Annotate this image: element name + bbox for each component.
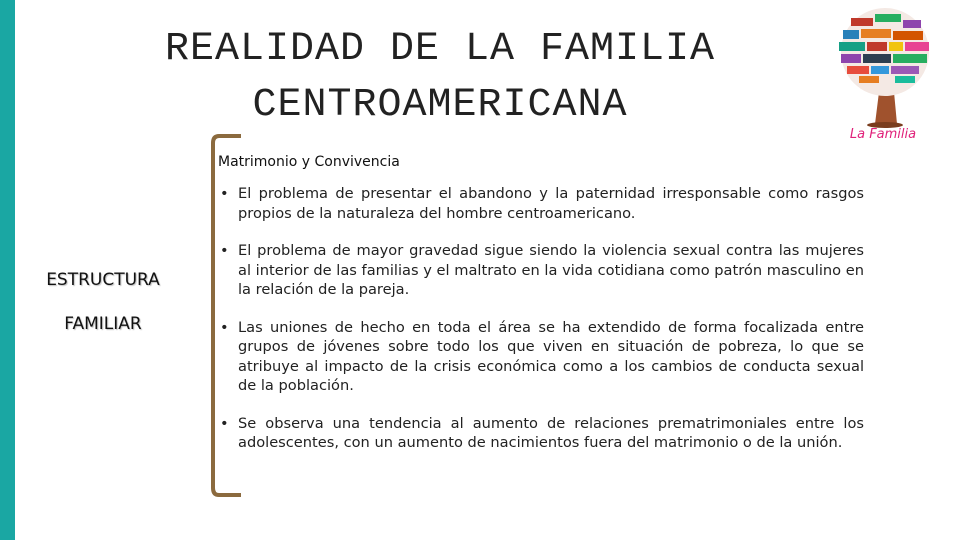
bullet-text: El problema de mayor gravedad sigue siendo la violencia sexual contra las mujeres al interior de las familias y el maltrato en la vida cotidiana como patrón masculino en la relación de la pareja. xyxy=(238,242,864,298)
bullet-text: Se observa una tendencia al aumento de relaciones prematrimoniales entre los adolescentes, con un aumento de nacimientos fuera del matrimonio o de la unión. xyxy=(238,414,864,451)
bullet-icon: • xyxy=(220,414,229,432)
bullet-icon: • xyxy=(220,185,229,202)
section-heading: Matrimonio y Convivencia xyxy=(218,154,400,170)
title-line-1: REALIDAD DE LA FAMILIA xyxy=(164,27,716,72)
bullet-item xyxy=(220,318,864,396)
bullet-text: El problema de presentar el abandono y la paternidad irresponsable como rasgos propios de la naturaleza del hombre centroamericano. xyxy=(238,185,864,222)
bullet-item xyxy=(220,241,864,300)
bullet-item xyxy=(220,184,864,223)
sidebar-label-structure: ESTRUCTURA xyxy=(46,270,160,290)
bullet-icon: • xyxy=(220,318,229,336)
bullet-item xyxy=(220,414,864,453)
page-title xyxy=(40,22,840,134)
left-accent-bar xyxy=(0,0,15,540)
bullet-text: Las uniones de hecho en toda el área se ha extendido de forma focalizada entre grupos de jóvenes sobre todo los que viven en situación de pobreza, lo que se atribuye al impacto de la crisis económica como a los cambios de conducta sexual de la población. xyxy=(238,318,864,394)
sidebar-label-family: FAMILIAR xyxy=(64,314,142,334)
bullet-icon: • xyxy=(220,242,229,259)
title-line-2: CENTROAMERICANA xyxy=(252,83,628,128)
bullet-list xyxy=(220,184,864,471)
logo-text: La Familia xyxy=(849,127,917,142)
family-tree-logo xyxy=(825,4,945,142)
